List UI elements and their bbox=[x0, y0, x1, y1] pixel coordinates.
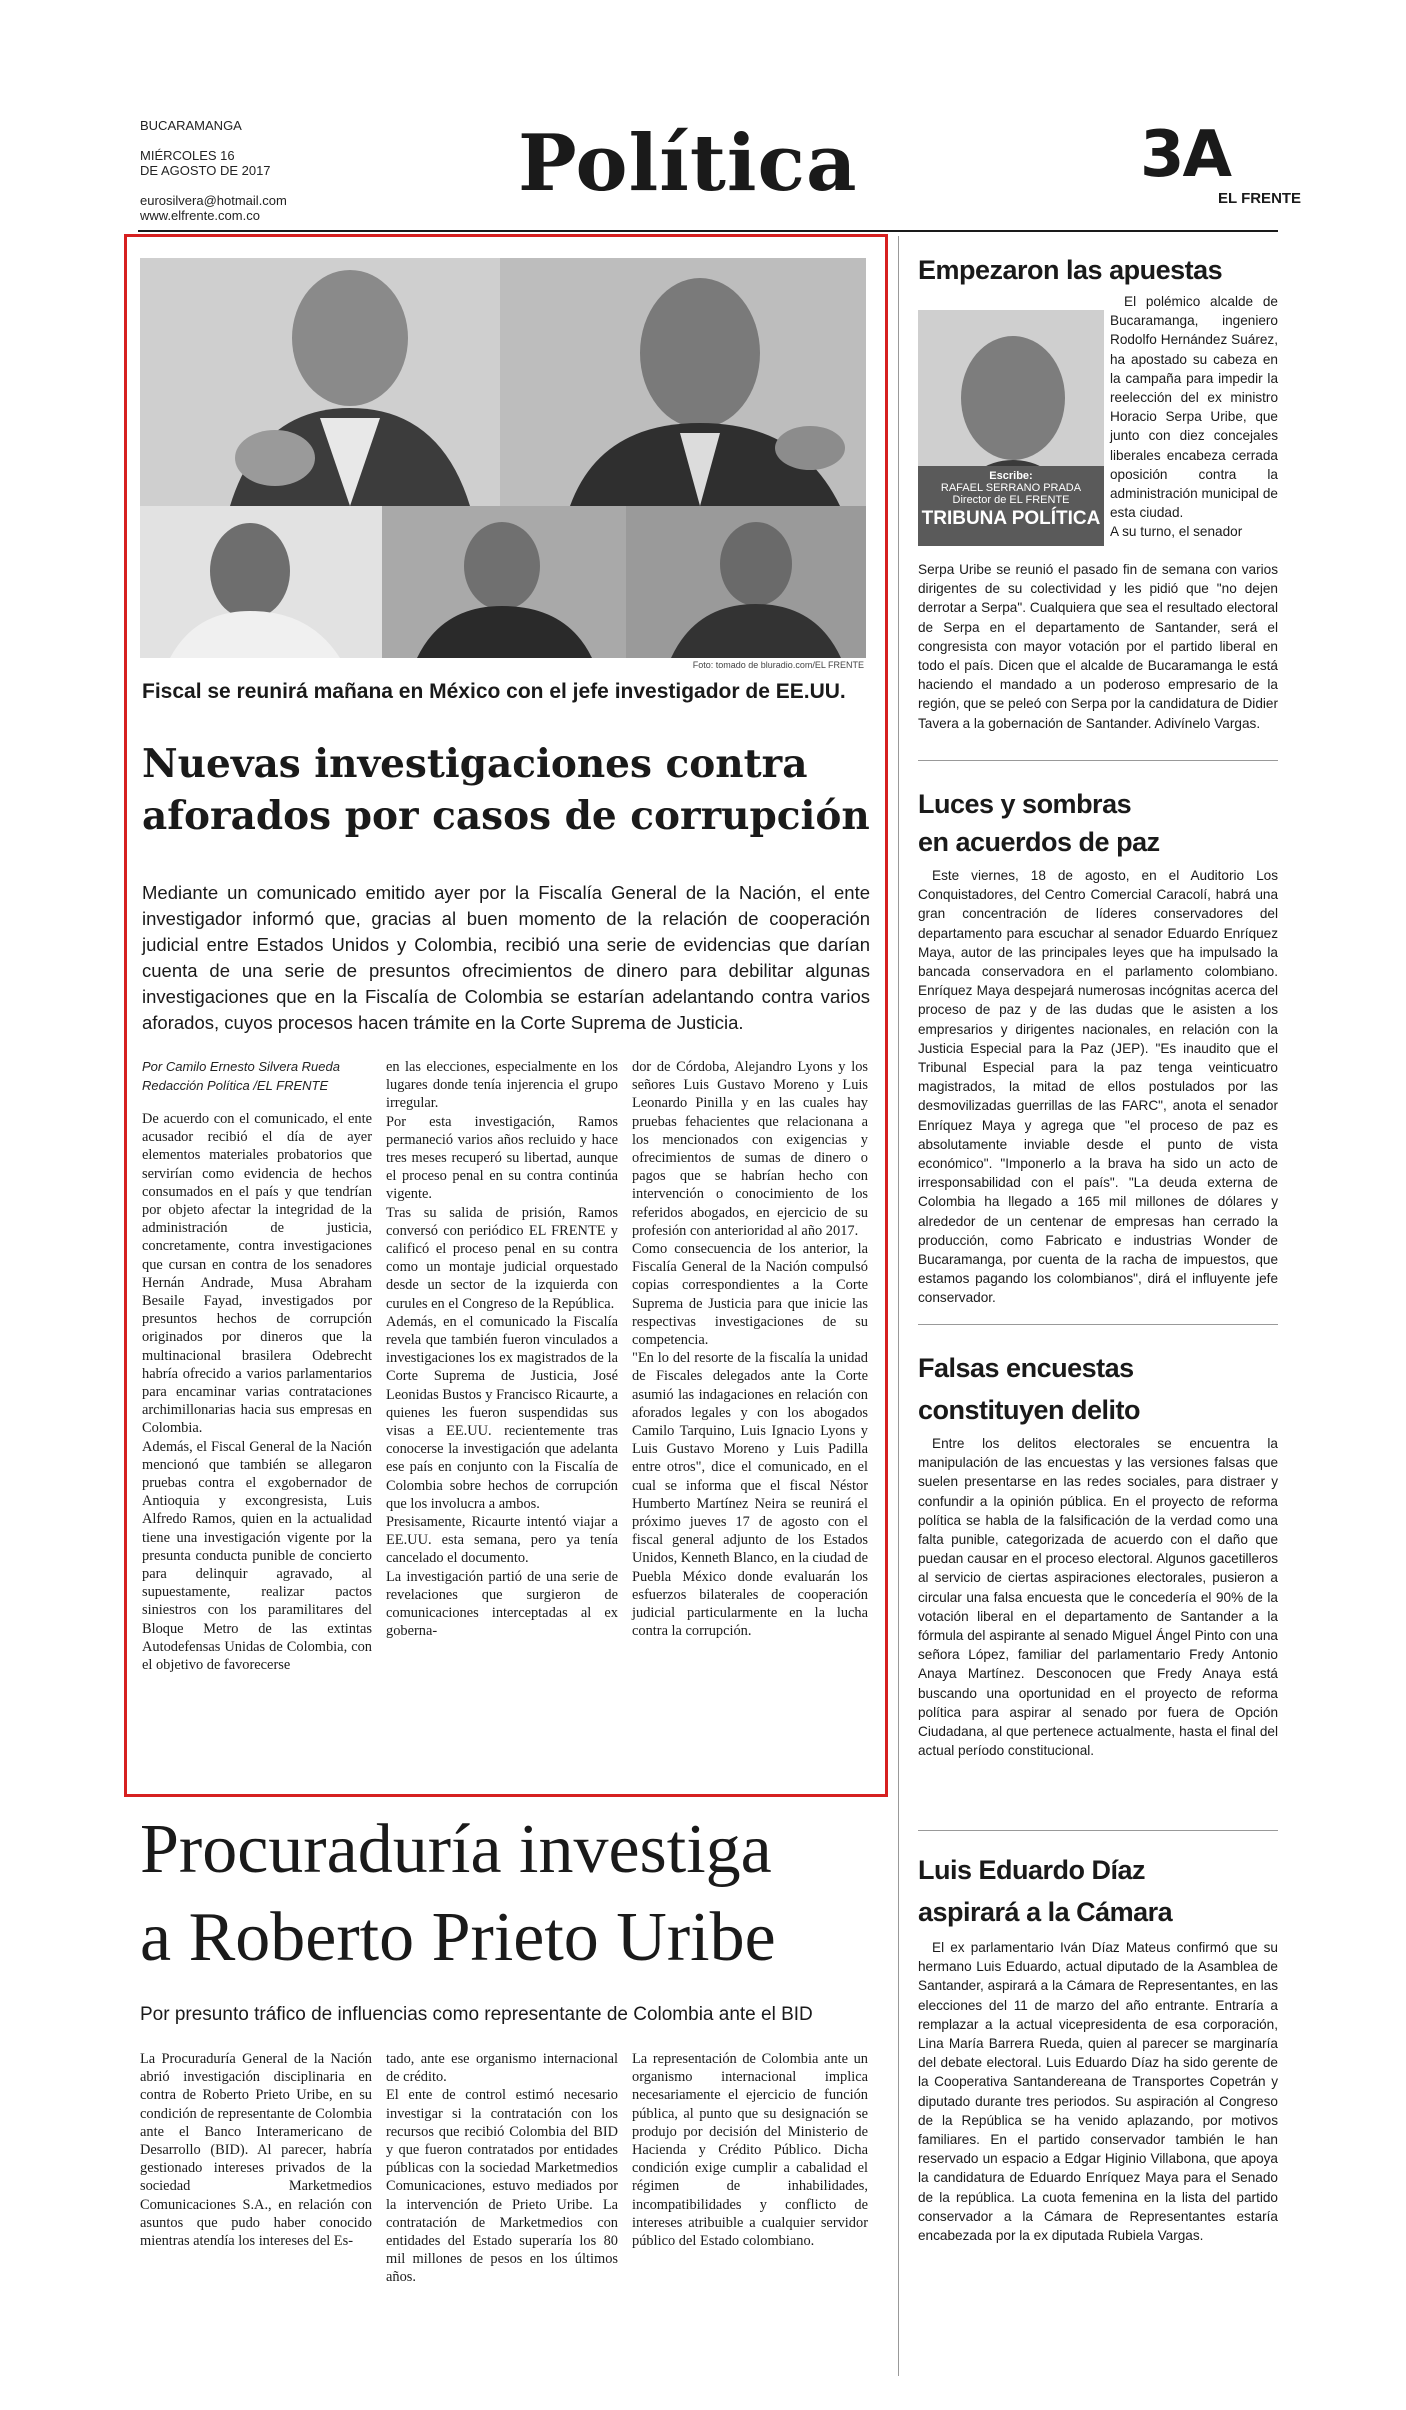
header-date-line2: DE AGOSTO DE 2017 bbox=[140, 163, 271, 178]
section-title: Política bbox=[518, 118, 858, 209]
writer-role: Director de EL FRENTE bbox=[952, 494, 1070, 506]
bottom-column-1: La Procuraduría General de la Nación abrió investigación disciplinaria en contra de Roberto Prieto Uribe, en su condición de representante de Colombia ante el Banco Interamericano de Desarrollo (BID). Al parecer, habría gestionado intereses privados de la sociedad Marketmedios Comunicaciones S.A., en relación con asuntos que pudo haber conocido mientras atendía los intereses del Es- bbox=[140, 2051, 372, 2250]
brief2-body: Entre los delitos electorales se encuentra la manipulación de las encuestas y las versiones falsas que suelen presentarse en las redes sociales, para distraer y confundir a la opinión pública. En el proyecto de reforma política se habla de la falsificación de la verdad como una falta punible, categorizada de acuerdo con el daño que puedan causar en el proceso electoral. Algunos gacetilleros al servicio de ciertas aspiraciones electorales, pusieron a circular una falsa encuesta que le concedería el 90% de la votación liberal en el departamento de Santander a la fórmula del aspirante al senado Miguel Ángel Pinto con una señora López, familiar del parlamentario Fredy Antonio Anaya Martínez. Desconocen que Fredy Anaya está buscando una oportunidad en el proyecto de reforma política para aspirar al senado por fuera de Opción Ciudadana, al que pertenece actualmente, hasta el final del actual período constitucional. bbox=[918, 1436, 1278, 1759]
header-email[interactable]: eurosilvera@hotmail.com bbox=[140, 193, 287, 208]
brief2-headline-line2: constituyen delito bbox=[918, 1395, 1141, 1425]
story-byline-author: Por Camilo Ernesto Silvera Rueda bbox=[142, 1059, 340, 1074]
brief3-headline-line1: Luis Eduardo Díaz bbox=[918, 1855, 1146, 1885]
tribuna-body: Serpa Uribe se reunió el pasado fin de semana con varios dirigentes de su colectividad y les pidió que "no dejen derrotar a Serpa". Cualquiera que sea el resultado electoral de Serpa en el departamento de Santander, será el congresista con mayor votación por el partido liberal en todo el país. Dicen que el alcalde de Bucaramanga le está haciendo el mandado a un poderoso empresario de la región, que se peleó con Serpa por la candidatura de Didier Tavera a la gobernación de Santander. Adivínelo Vargas. bbox=[918, 562, 1278, 731]
story-kicker: Fiscal se reunirá mañana en México con el jefe investigador de EE.UU. bbox=[142, 680, 846, 703]
brief-divider-3 bbox=[918, 1830, 1278, 1831]
brief-divider-2 bbox=[918, 1324, 1278, 1325]
header-brand: EL FRENTE bbox=[1218, 190, 1302, 207]
writer-name: RAFAEL SERRANO PRADA bbox=[940, 482, 1082, 494]
column-name: TRIBUNA POLÍTICA bbox=[921, 508, 1101, 529]
header-website[interactable]: www.elfrente.com.co bbox=[140, 208, 260, 223]
bottom-column-2: tado, ante ese organismo internacional de crédito. El ente de control estimó necesario investigar si la contratación con los recursos que recibió Colombia del BID y que fueron contratados por entidades públicas con la sociedad Marketmedios Comunicaciones, estuvo mediados por la intervención de Prieto Uribe. La contratación de Marketmedios con entidades del Estado superaría los 80 mil millones de pesos en los últimos años. bbox=[386, 2051, 618, 2286]
brief1-body: Este viernes, 18 de agosto, en el Auditorio Los Conquistadores, del Centro Comercial Caracolí, habrá una gran concentración de líderes conservadores del departamento para escuchar al senador Eduardo Enríquez Maya, autor de las principales leyes que ha impulsado la bancada conservadora en el parlamento colombiano. Enríquez Maya despejará numerosas incógnitas acerca del proceso de paz y de las dudas que le asisten a los empresarios y dirigentes nacionales, en relación con la Justicia Especial para la Paz (JEP). "Es inaudito que el Tribunal Especial para la paz tenga veinticuatro magistrados, la mitad de ellos postulados por las desmovilizadas guerrillas de las FARC", anota el senador Enríquez Maya y agrega que "el proceso de paz es absolutamente inviable desde el punto de vista económico". "Imponerlo a la brava ha sido un acto de irresponsabilidad con el país". "La deuda externa de Colombia ha llegado a 165 mil millones de dólares y alrededor de un centenar de empresas han cerrado la producción, como Fabricato e industrias Wonder de Bucaramanga, por cuenta de la racha de impuestos, que estamos pagando los colombianos", dirá el influyente jefe conservador. bbox=[918, 868, 1278, 1306]
story-column-2: en las elecciones, especialmente en los lugares donde tenía injerencia el grupo irregular. Por esta investigación, Ramos permaneció varios años recluido y hace tres meses recuperó su libertad, aunque el proceso penal en su contra continúa vigente. Tras su salida de prisión, Ramos conversó con periódico EL FRENTE y calificó el proceso penal en su contra como un montaje judicial orquestado desde un sector de la izquierda con curules en el Congreso de la República. Además, en el comunicado la Fiscalía revela que también fueron vinculados a investigaciones los ex magistrados de la Corte Suprema de Justicia, José Leonidas Bustos y Francisco Ricaurte, a quienes les fueron suspendidas sus visas a EE.UU. recientemente tras conocerse la investigación que adelanta ese país en conjunto con la Fiscalía de Colombia sobre hechos de corrupción que los involucra a ambos. Presisamente, Ricaurte intentó viajar a EE.UU. esta semana, pero ya tenía cancelado el documento. La investigación partió de una serie de revelaciones que surgieron de comunicaciones interceptadas al ex goberna- bbox=[386, 1059, 618, 1640]
brief3-headline-line2: aspirará a la Cámara bbox=[918, 1897, 1173, 1927]
bottom-headline-line1: Procuraduría investiga bbox=[140, 1811, 772, 1888]
tribuna-body-side: El polémico alcalde de Bucaramanga, ingeniero Rodolfo Hernández Suárez, ha apostado su cabeza en la campaña para impedir la reelección del ex ministro Horacio Serpa Uribe, que junto con diez concejales liberales encabeza cerrada oposición contra la administración municipal de esta ciudad. A su turno, el senador bbox=[1110, 294, 1278, 540]
photo-senator-2 bbox=[500, 258, 866, 506]
story-headline-line1: Nuevas investigaciones contra bbox=[142, 741, 808, 787]
page-number: 3A bbox=[1140, 118, 1231, 192]
column-divider bbox=[898, 236, 899, 2376]
header-city: BUCARAMANGA bbox=[140, 118, 242, 133]
bottom-column-3: La representación de Colombia ante un organismo internacional implica necesariamente el ejercicio de función pública, al punto que su designación se produjo por decisión del Ministerio de Hacienda y Crédito Público. Dicha condición exige cumplir a cabalidad el régimen de inhabilidades, incompatibilidades y conflicto de intereses atribuible a cualquier servidor público del Estado colombiano. bbox=[632, 2051, 868, 2250]
photo-senator-5 bbox=[626, 506, 866, 658]
story-byline-desk: Redacción Política /EL FRENTE bbox=[142, 1078, 329, 1093]
story-column-1: De acuerdo con el comunicado, el ente acusador recibió el día de ayer elementos materiales probatorios que servirían como evidencia de hechos consumados en el país y que tendrían por objeto afectar la integridad de la administración de justicia, concretamente, contra investigaciones que cursan en contra de los senadores Hernán Andrade, Musa Abraham Besaile Fayad, investigados por presuntos hechos de corrupción originados por dineros que la multinacional brasilera Odebrecht habría ofrecido a varios parlamentarios para encaminar varias contrataciones archimillonarias hacia sus empresas en Colombia. Además, el Fiscal General de la Nación mencionó que también se allegaron pruebas contra el exgobernador de Antioquia y excongresista, Luis Alfredo Ramos, quien en la actualidad tiene una investigación vigente por la presunta conducta punible de concierto para delinquir agravado, al supuestamente, realizar pactos siniestros con los paramilitares del Bloque Metro de las extintas Autodefensas Unidas de Colombia, con el objetivo de favorecerse bbox=[142, 1111, 372, 1674]
photo-senator-3 bbox=[140, 506, 382, 658]
bottom-deck: Por presunto tráfico de influencias como representante de Colombia ante el BID bbox=[140, 2004, 813, 2025]
photo-senator-1 bbox=[140, 258, 500, 506]
tribuna-headline: Empezaron las apuestas bbox=[918, 255, 1223, 285]
brief1-headline-line2: en acuerdos de paz bbox=[918, 827, 1160, 857]
brief1-headline-line1: Luces y sombras bbox=[918, 789, 1132, 819]
story-headline-line2: aforados por casos de corrupción bbox=[142, 793, 870, 839]
tribuna-label-box bbox=[918, 466, 1104, 546]
story-column-3: dor de Córdoba, Alejandro Lyons y los señores Luis Gustavo Moreno y Luis Leonardo Pinilla y en las cuales hay pruebas fehacientes que relacionana a los mencionados con exigencias y ofrecimientos de sumas de dinero o pagos que se habrían hecho con intervención o conocimiento de los referidos abogados, en ejercicio de su profesión con anterioridad al año 2017. Como consecuencia de los anterior, la Fiscalía General de la Nación compulsó copias correspondientes a la Corte Suprema de Justicia para que inicie las respectivas investigaciones de su competencia. "En lo del resorte de la fiscalía la unidad de Fiscales delegados ante la Corte asumió las indagaciones en relación con aforados legales y con los abogados Camilo Tarquino, Luis Ignacio Lyons y Luis Gustavo Moreno y Luis Padilla entre otros", dice el comunicado, en el cual se informa que el fiscal Néstor Humberto Martínez Neira se reunirá el próximo jueves 17 de agosto con el fiscal general adjunto de los Estados Unidos, Kenneth Blanco, en la ciudad de Puebla México donde evaluarán los esfuerzos bilaterales de cooperación judicial particularmente en la lucha contra la corrupción. bbox=[632, 1059, 868, 1640]
brief3-body: El ex parlamentario Iván Díaz Mateus confirmó que su hermano Luis Eduardo, actual diputado de la Asamblea de Santander, aspirará a la Cámara de Representantes, en las elecciones del 11 de marzo del año entrante. Entraría a remplazar a la actual vicepresidenta de esa corporación, Lina María Barrera Rueda, quien al parecer se marginaría del debate electoral. Luis Eduardo Díaz ha sido gerente de la Cooperativa Santandereana de Transportes Copetrán y diputado durante tres periodos. Su aspiración al Congreso de la República se ha venido aplazando, por motivos familiares. En el partido conservador también le han reservado un espacio a Edgar Higinio Villabona, que apoya la candidatura de Eduardo Enríquez Maya para el Senado de la república. La cuota femenina en la lista del partido conservador a la Cámara de Representantes estaría encabezada por la ex diputada Rubiela Vargas. bbox=[918, 1940, 1278, 2244]
header-date-line1: MIÉRCOLES 16 bbox=[140, 148, 235, 163]
writer-label: Escribe: bbox=[989, 470, 1033, 482]
brief2-headline-line1: Falsas encuestas bbox=[918, 1353, 1134, 1383]
story-lead: Mediante un comunicado emitido ayer por la Fiscalía General de la Nación, el ente investigador informó que, gracias al buen momento de la relación de cooperación judicial entre Estados Unidos y Colombia, recibió una serie de evidencias que darían cuenta de una serie de presuntos ofrecimientos de dinero para debilitar algunas investigaciones que en la Fiscalía de Colombia se estarían adelantando contra varios aforados, cuyos procesos hacen trámite en la Corte Suprema de Justicia. bbox=[142, 882, 870, 1033]
brief-divider-1 bbox=[918, 760, 1278, 761]
photo-senator-4 bbox=[382, 506, 626, 658]
bottom-headline-line2: a Roberto Prieto Uribe bbox=[140, 1899, 776, 1976]
photo-credit: Foto: tomado de bluradio.com/EL FRENTE bbox=[692, 660, 864, 670]
header-rule bbox=[138, 230, 1278, 232]
